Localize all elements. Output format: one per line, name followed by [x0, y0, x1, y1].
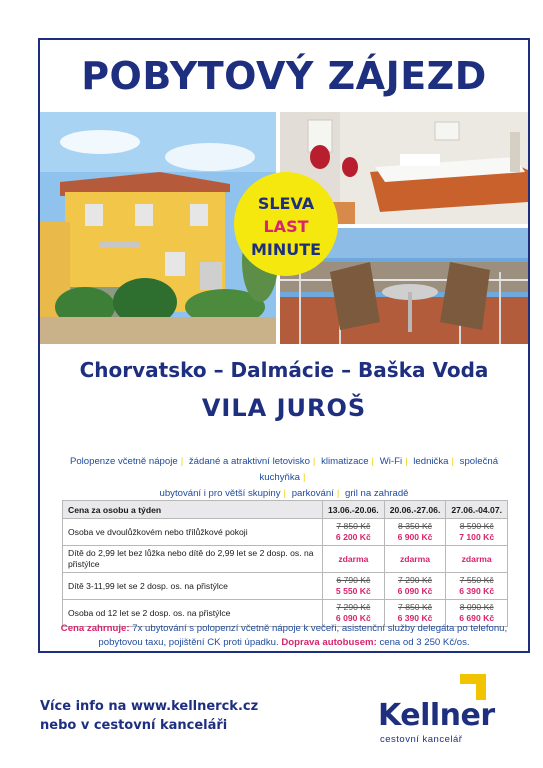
old-price: 7 850 Kč — [336, 521, 371, 531]
amenities-list — [48, 454, 520, 502]
column-header: 27.06.-04.07. — [446, 501, 508, 519]
old-price: 7 290 Kč — [398, 575, 432, 585]
amenities-line-2: ubytování i pro větší skupiny | parkování | gril na zahradě — [159, 488, 409, 499]
new-price: 6 690 Kč — [459, 613, 495, 623]
row-label: Osoba od 12 let se 2 dosp. os. na přistýlce — [63, 600, 323, 627]
badge-line-sleva: SLEVA — [257, 194, 315, 213]
price-cell — [323, 519, 385, 546]
amenities-line-1: Polopenze včetně nápoje | žádané a atraktivní letovisko | klimatizace | Wi-Fi | lednička | společná kuchyňka | — [69, 456, 499, 483]
amenity: lednička — [413, 456, 449, 467]
free-price: zdarma — [338, 553, 369, 564]
column-header: 13.06.-20.06. — [323, 501, 385, 519]
old-price: 8 590 Kč — [459, 521, 494, 531]
row-label: Osoba ve dvoulůžkovém nebo třílůžkové pokoji — [63, 519, 323, 546]
row-label: Dítě do 2,99 let bez lůžka nebo dítě do 2,99 let se 2 dosp. os. na přistýlce — [63, 546, 323, 573]
villa-name: VILA JUROŠ — [201, 394, 367, 422]
info-line-office: nebo v cestovní kanceláři — [40, 718, 228, 733]
note-label-includes: Cena zahrnuje: — [60, 623, 130, 634]
badge-line-minute: MINUTE — [250, 240, 322, 259]
table-row — [63, 519, 508, 546]
price-cell — [446, 519, 508, 546]
amenity: parkování — [291, 488, 334, 499]
note-text-transport: cena od 3 250 Kč/os. — [376, 637, 470, 648]
old-price: 7 850 Kč — [398, 602, 432, 612]
kellner-logo — [368, 670, 528, 750]
new-price: 6 900 Kč — [397, 532, 433, 542]
amenity: gril na zahradě — [345, 488, 409, 499]
column-header: Cena za osobu a týden — [63, 501, 323, 519]
table-row — [63, 546, 508, 573]
price-cell — [384, 573, 446, 600]
page-title: POBYTOVÝ ZÁJEZD — [81, 54, 487, 98]
new-price: 6 090 Kč — [335, 613, 371, 623]
price-cell — [323, 573, 385, 600]
table-row — [63, 573, 508, 600]
old-price: 7 290 Kč — [336, 602, 371, 612]
price-cell — [323, 546, 385, 573]
price-cell — [384, 519, 446, 546]
table-header-row — [63, 501, 508, 519]
new-price: 7 100 Kč — [459, 532, 495, 542]
price-cell — [384, 546, 446, 573]
logo-subtitle: cestovní kancelář — [380, 734, 463, 745]
note-label-transport: Doprava autobusem: — [281, 637, 377, 648]
old-price: 6 790 Kč — [336, 575, 371, 585]
badge-text — [230, 192, 342, 261]
amenity: společná kuchyňka — [259, 456, 499, 483]
new-price: 6 200 Kč — [335, 532, 371, 542]
amenity: ubytování i pro větší skupiny — [159, 488, 281, 499]
destination-heading: Chorvatsko – Dalmácie – Baška Voda — [79, 358, 489, 382]
amenity: Wi-Fi — [379, 456, 403, 467]
old-price: 8 090 Kč — [459, 602, 494, 612]
note-text-includes: 7x ubytování s polopenzí včetně nápoje k večeři, asistenční služby delegáta po telefonu, pobytovou taxu, pojištění CK proti úpadku. — [98, 623, 508, 648]
new-price: 6 390 Kč — [397, 613, 433, 623]
price-cell — [446, 546, 508, 573]
new-price: 6 390 Kč — [459, 586, 495, 596]
info-line-website: Více info na www.kellnerck.cz — [40, 699, 259, 714]
price-table — [62, 500, 508, 627]
badge-line-last: LAST — [263, 217, 309, 236]
new-price: 6 090 Kč — [397, 586, 433, 596]
free-price: zdarma — [399, 553, 431, 564]
column-header: 20.06.-27.06. — [384, 501, 446, 519]
price-includes-note — [48, 622, 520, 650]
poster-frame — [38, 38, 530, 653]
amenity: Polopenze včetně nápoje — [69, 456, 178, 467]
old-price: 8 350 Kč — [398, 521, 432, 531]
old-price: 7 550 Kč — [459, 575, 494, 585]
price-cell — [446, 573, 508, 600]
contact-info — [40, 697, 258, 735]
new-price: 5 550 Kč — [335, 586, 371, 596]
row-label: Dítě 3-11,99 let se 2 dosp. os. na přistýlce — [63, 573, 323, 600]
amenity: žádané a atraktivní letovisko — [188, 456, 310, 467]
amenity: klimatizace — [321, 456, 369, 467]
logo-wordmark: Kellner — [378, 698, 495, 733]
free-price: zdarma — [461, 553, 492, 564]
